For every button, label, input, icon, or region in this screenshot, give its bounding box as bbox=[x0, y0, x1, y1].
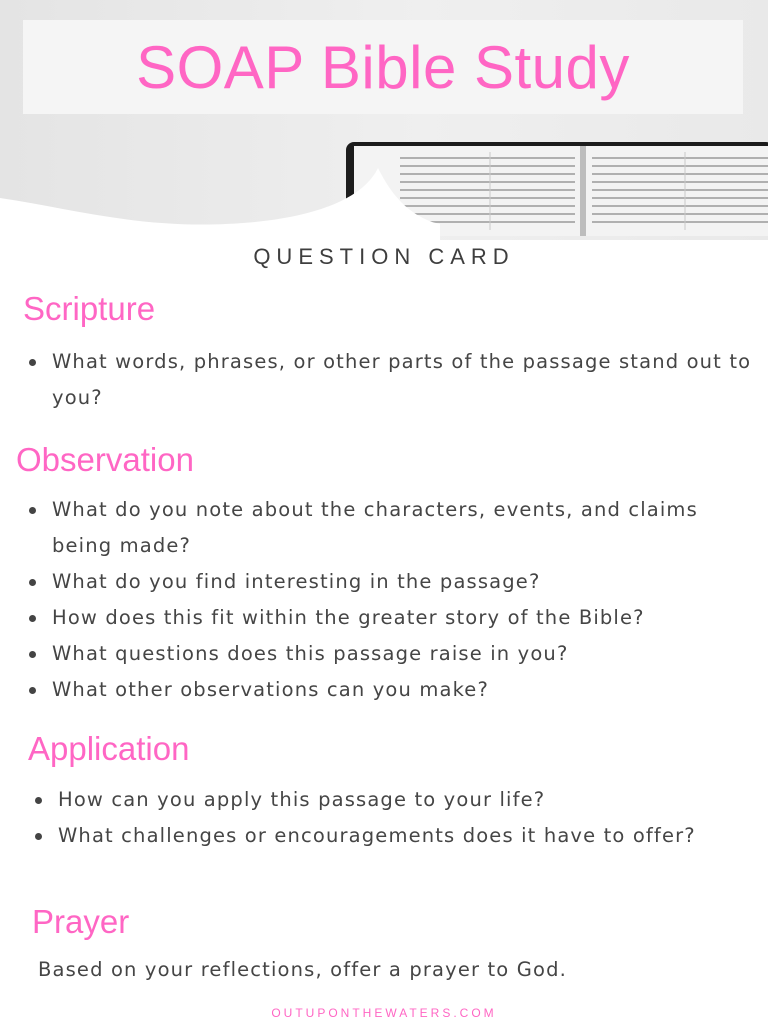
title-box bbox=[23, 20, 743, 114]
list-item: What other observations can you make? bbox=[26, 672, 706, 708]
page-title: SOAP Bible Study bbox=[136, 33, 630, 101]
list-item: What challenges or encouragements does it have to offer? bbox=[32, 818, 722, 854]
scripture-list bbox=[26, 344, 756, 416]
list-item: What words, phrases, or other parts of the passage stand out to you? bbox=[26, 344, 756, 416]
section-heading-prayer: Prayer bbox=[32, 903, 130, 940]
footer-website: OUTUPONTHEWATERS.COM bbox=[271, 1006, 497, 1020]
list-item: How can you apply this passage to your life? bbox=[32, 782, 722, 818]
section-heading-scripture: Scripture bbox=[23, 290, 156, 327]
list-item: What do you note about the characters, events, and claims being made? bbox=[26, 492, 706, 564]
card-label: QUESTION CARD bbox=[253, 244, 515, 269]
observation-list bbox=[26, 492, 706, 708]
banner-wave-divider bbox=[0, 150, 768, 240]
list-item: What do you find interesting in the passage? bbox=[26, 564, 706, 600]
header-banner bbox=[0, 0, 768, 240]
section-heading-application: Application bbox=[28, 730, 190, 767]
list-item: What questions does this passage raise in you? bbox=[26, 636, 706, 672]
application-list bbox=[32, 782, 722, 854]
list-item: How does this fit within the greater story of the Bible? bbox=[26, 600, 706, 636]
prayer-text: Based on your reflections, offer a prayer to God. bbox=[38, 958, 567, 981]
section-heading-observation: Observation bbox=[16, 441, 194, 478]
